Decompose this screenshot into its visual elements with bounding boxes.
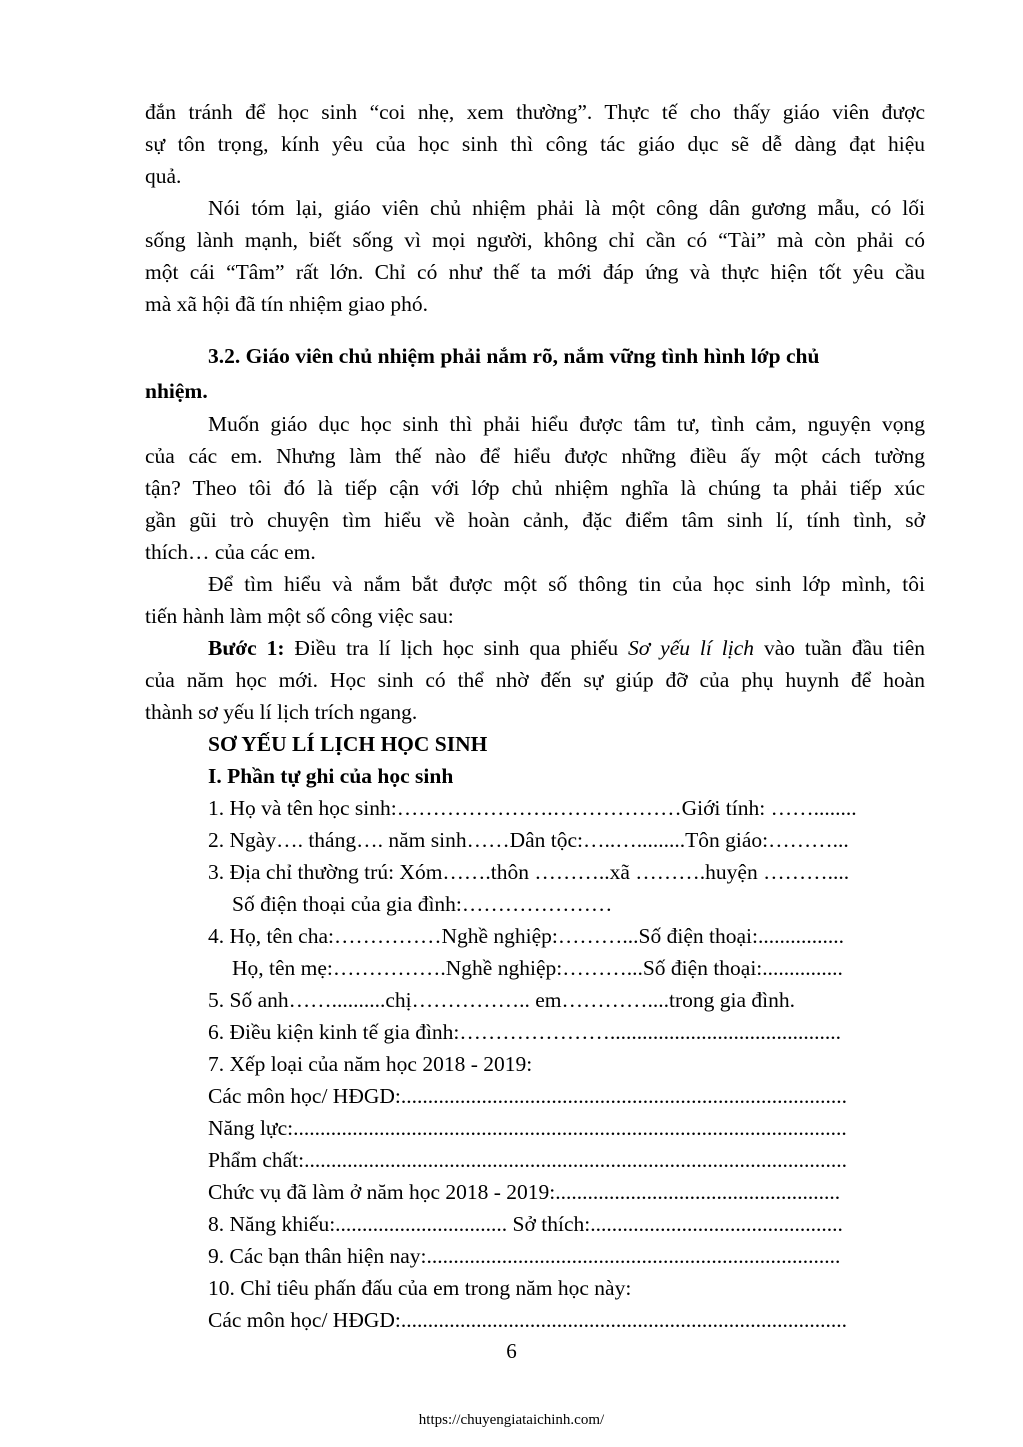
form-field-4-mother: Họ, tên mẹ:…………….Nghề nghiệp:………...Số điện thoại:...............	[232, 956, 843, 980]
form-title: SƠ YẾU LÍ LỊCH HỌC SINH	[208, 732, 488, 756]
form-field-3: 3. Địa chỉ thường trú: Xóm…….thôn ………..xã ……….huyện ………....	[208, 860, 850, 884]
step1-line3: thành sơ yếu lí lịch trích ngang.	[145, 700, 418, 724]
step1-line2: của năm học mới. Học sinh có thể nhờ đến sự giúp đỡ của phụ huynh để hoàn	[145, 668, 925, 692]
form-field-7-subjects: Các môn học/ HĐGD:...................................................................................	[208, 1084, 847, 1108]
form-field-7-competence: Năng lực:.......................................................................................................	[208, 1116, 847, 1140]
form-field-10-subjects: Các môn học/ HĐGD:...................................................................................	[208, 1308, 847, 1332]
step1-italic-term: Sơ yếu lí lịch	[628, 636, 755, 660]
para4-line1: Để tìm hiểu và nắm bắt được một số thông tin của học sinh lớp mình, tôi	[208, 572, 925, 596]
step1-line1	[145, 632, 925, 664]
step1-text-b: vào tuần đầu tiên	[754, 636, 926, 660]
form-field-7: 7. Xếp loại của năm học 2018 - 2019:	[208, 1052, 533, 1076]
form-field-7-quality: Phẩm chất:.....................................................................................................	[208, 1148, 848, 1172]
para2-line1: Nói tóm lại, giáo viên chủ nhiệm phải là một công dân gương mẫu, có lối	[208, 196, 925, 220]
para4-line2: tiến hành làm một số công việc sau:	[145, 604, 454, 628]
step1-label: Bước 1:	[208, 636, 285, 660]
footer-url[interactable]: https://chuyengiataichinh.com/	[418, 1412, 605, 1428]
form-field-2: 2. Ngày…. tháng…. năm sinh……Dân tộc:…..….........Tôn giáo:………...	[208, 828, 849, 852]
para3-line3: tận? Theo tôi đó là tiếp cận với lớp chủ nhiệm nghĩa là chúng ta phải tiếp xúc	[145, 476, 925, 500]
para1-line2: sự tôn trọng, kính yêu của học sinh thì công tác giáo dục sẽ dễ dàng đạt hiệu	[145, 132, 925, 156]
para3-line2: của các em. Nhưng làm thế nào để hiểu được những điều ấy một cách tường	[145, 444, 925, 468]
section-heading-line1: 3.2. Giáo viên chủ nhiệm phải nắm rõ, nắm vững tình hình lớp chủ	[208, 344, 820, 368]
form-field-6: 6. Điều kiện kinh tế gia đình:…………………...........................................	[208, 1020, 842, 1044]
form-field-9: 9. Các bạn thân hiện nay:.............................................................................	[208, 1244, 841, 1268]
form-field-8: 8. Năng khiếu:................................ Sở thích:...............................................	[208, 1212, 843, 1236]
form-field-4-father: 4. Họ, tên cha:……………Nghề nghiệp:………...Số điện thoại:................	[208, 924, 844, 948]
para1-line1: đắn tránh để học sinh “coi nhẹ, xem thường”. Thực tế cho thấy giáo viên được	[145, 100, 925, 124]
para1-line3: quả.	[145, 164, 182, 188]
form-section-title: I. Phần tự ghi của học sinh	[208, 764, 454, 788]
form-field-7-position: Chức vụ đã làm ở năm học 2018 - 2019:.....................................................	[208, 1180, 841, 1204]
section-heading-line2: nhiệm.	[145, 379, 208, 403]
form-field-3-phone: Số điện thoại của gia đình:…………………	[232, 892, 613, 916]
step1-text-a: Điều tra lí lịch học sinh qua phiếu	[284, 636, 629, 660]
para2-line2: sống lành mạnh, biết sống vì mọi người, không chỉ cần có “Tài” mà còn phải có	[145, 228, 925, 252]
page-number: 6	[506, 1339, 517, 1363]
form-field-10: 10. Chỉ tiêu phấn đấu của em trong năm học này:	[208, 1276, 632, 1300]
form-field-5: 5. Số anh……..........chị…………….. em…………....trong gia đình.	[208, 988, 796, 1012]
para2-line3: một cái “Tâm” rất lớn. Chỉ có như thế ta mới đáp ứng và thực hiện tốt yêu cầu	[145, 260, 925, 284]
para3-line1: Muốn giáo dục học sinh thì phải hiểu được tâm tư, tình cảm, nguyện vọng	[208, 412, 925, 436]
form-field-1: 1. Họ và tên học sinh:………………….………………Giới tính: ……........	[208, 796, 857, 820]
para3-line5: thích… của các em.	[145, 540, 316, 564]
para3-line4: gần gũi trò chuyện tìm hiểu về hoàn cảnh, đặc điểm tâm sinh lí, tính tình, sở	[145, 508, 925, 532]
para2-line4: mà xã hội đã tín nhiệm giao phó.	[145, 292, 429, 316]
